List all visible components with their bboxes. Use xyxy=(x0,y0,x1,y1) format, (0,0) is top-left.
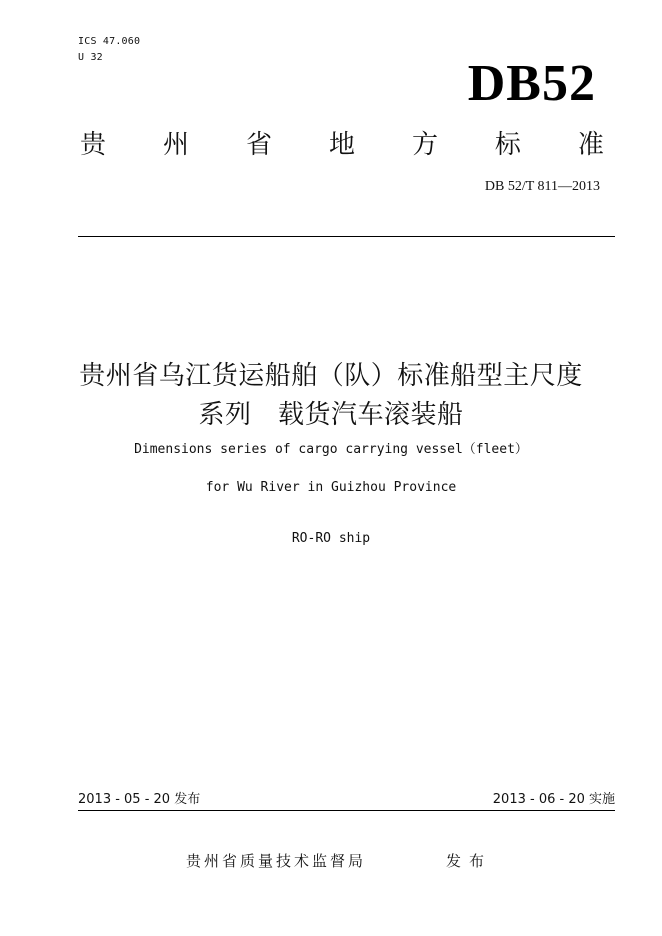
title-en-line3: RO-RO ship xyxy=(291,531,371,546)
ics-code: ICS 47.060 xyxy=(78,36,141,47)
standard-code: DB 52/T 811—2013 xyxy=(484,179,600,194)
standard-type-char: 州 xyxy=(162,130,189,160)
issuer-action: 发布 xyxy=(446,852,493,870)
standard-type-char: 准 xyxy=(577,130,604,160)
db-logo: DB52 xyxy=(467,55,596,112)
standard-type-char: 标 xyxy=(494,130,521,160)
header-divider xyxy=(78,236,615,237)
title-cn-line2: 系列 载货汽车滚装船 xyxy=(198,400,464,430)
standard-type-heading xyxy=(80,128,604,162)
standard-type-char: 地 xyxy=(328,130,355,160)
issue-date: 2013 - 05 - 20 发布 xyxy=(78,792,201,807)
classification-codes xyxy=(78,34,140,66)
standard-type-char: 方 xyxy=(411,130,438,160)
title-en-line1: Dimensions series of cargo carrying vessel（fleet） xyxy=(134,442,528,457)
standard-type-char: 贵 xyxy=(80,130,107,160)
footer-divider xyxy=(78,810,615,811)
title-en-line2: for Wu River in Guizhou Province xyxy=(205,480,457,495)
ccs-code: U 32 xyxy=(78,52,103,63)
implementation-date: 2013 - 06 - 20 实施 xyxy=(492,792,615,807)
standard-type-char: 省 xyxy=(245,130,272,160)
issuer-name: 贵州省质量技术监督局 xyxy=(186,852,367,870)
title-cn-line1: 贵州省乌江货运船舶（队）标准船型主尺度 xyxy=(79,361,583,391)
